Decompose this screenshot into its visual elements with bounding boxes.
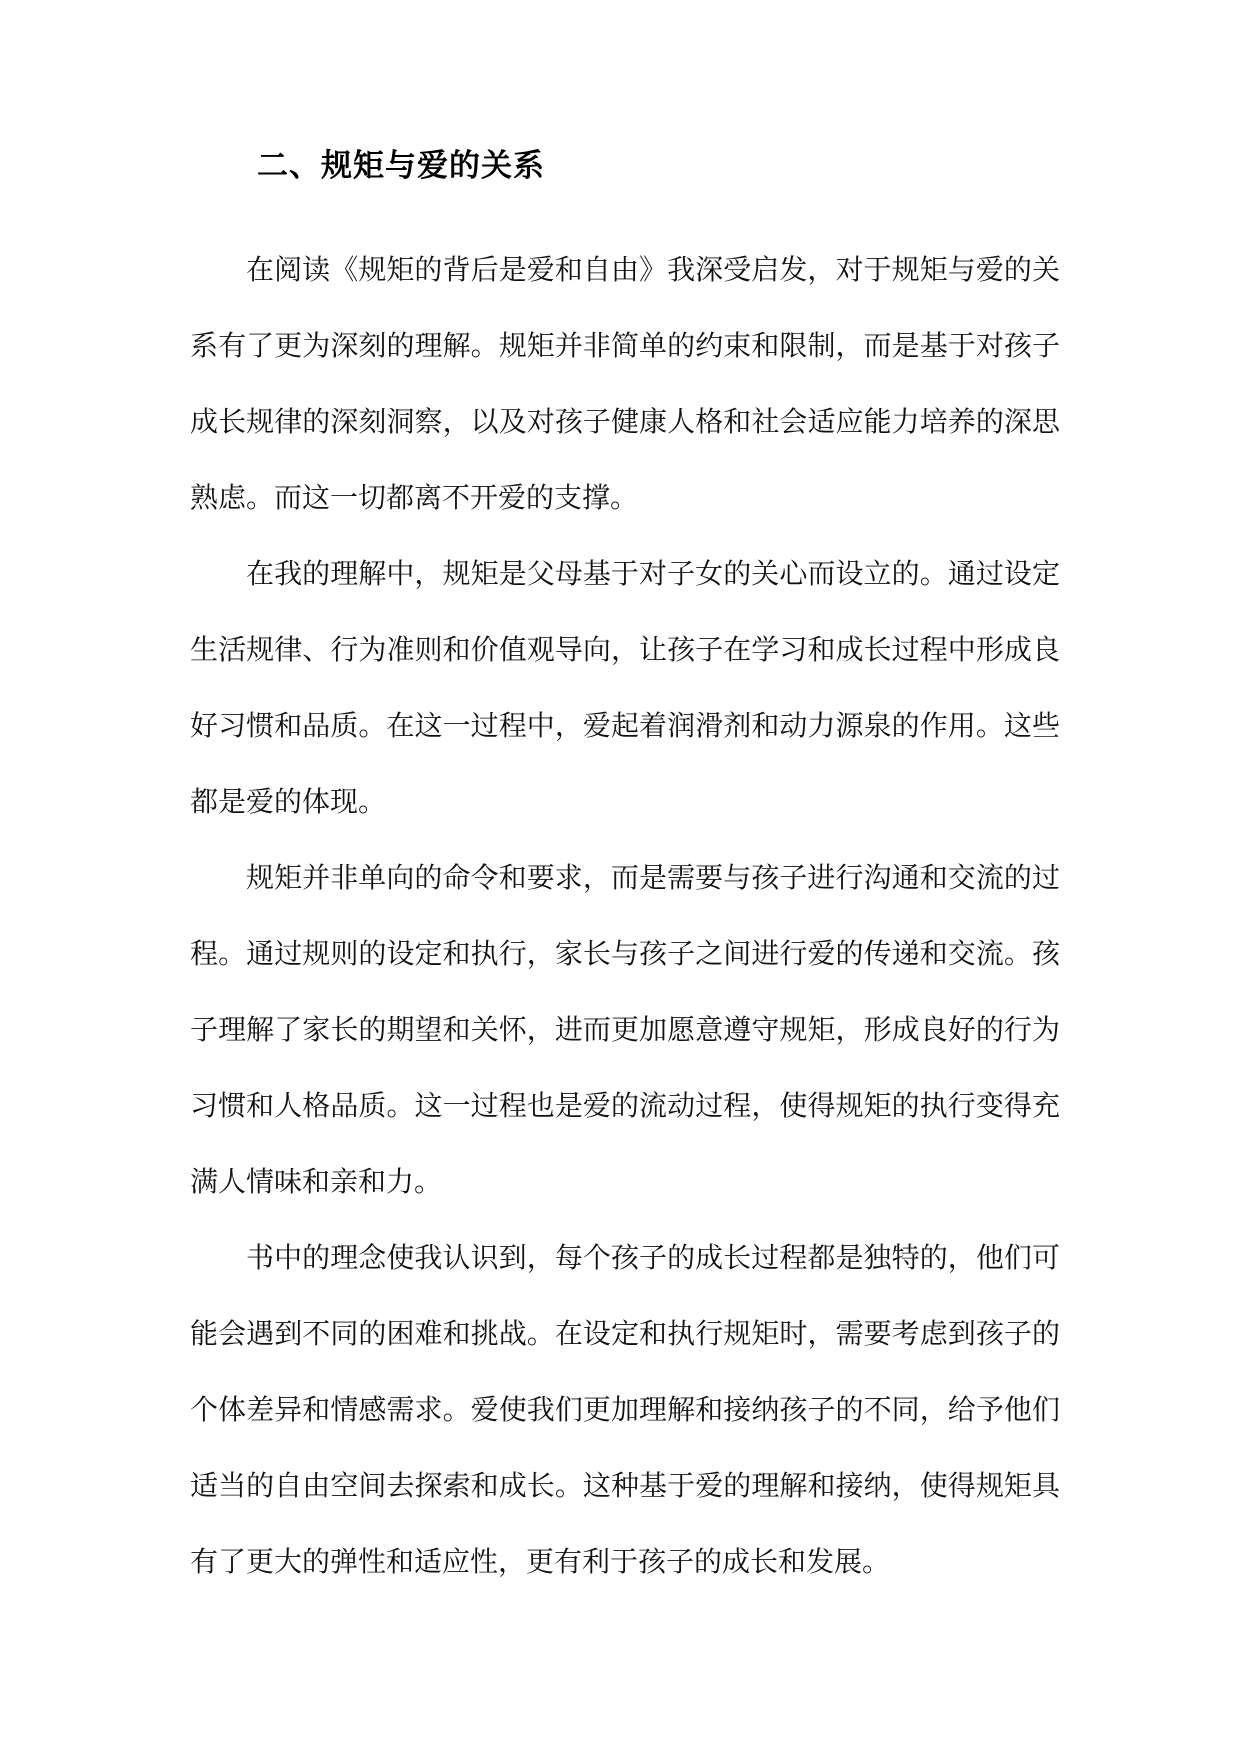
- paragraph-2: 在我的理解中，规矩是父母基于对子女的关心而设立的。通过设定生活规律、行为准则和价值观导向，让孩子在学习和成长过程中形成良好习惯和品质。在这一过程中，爱起着润滑剂和动力源泉的作用。这些都是爱的体现。: [190, 557, 1060, 818]
- body-text: [190, 232, 1060, 1600]
- paragraph-3: 规矩并非单向的命令和要求，而是需要与孩子进行沟通和交流的过程。通过规则的设定和执行，家长与孩子之间进行爱的传递和交流。孩子理解了家长的期望和关怀，进而更加愿意遵守规矩，形成良好的行为习惯和人格品质。这一过程也是爱的流动过程，使得规矩的执行变得充满人情味和亲和力。: [190, 861, 1060, 1198]
- paragraph-1: 在阅读《规矩的背后是爱和自由》我深受启发，对于规矩与爱的关系有了更为深刻的理解。规矩并非简单的约束和限制，而是基于对孩子成长规律的深刻洞察，以及对孩子健康人格和社会适应能力培养的深思熟虑。而这一切都离不开爱的支撑。: [190, 253, 1060, 514]
- section-heading: 二、规矩与爱的关系: [257, 148, 545, 184]
- paragraph-4: 书中的理念使我认识到，每个孩子的成长过程都是独特的，他们可能会遇到不同的困难和挑战。在设定和执行规矩时，需要考虑到孩子的个体差异和情感需求。爱使我们更加理解和接纳孩子的不同，给予他们适当的自由空间去探索和成长。这种基于爱的理解和接纳，使得规矩具有了更大的弹性和适应性，更有利于孩子的成长和发展。: [190, 1241, 1060, 1578]
